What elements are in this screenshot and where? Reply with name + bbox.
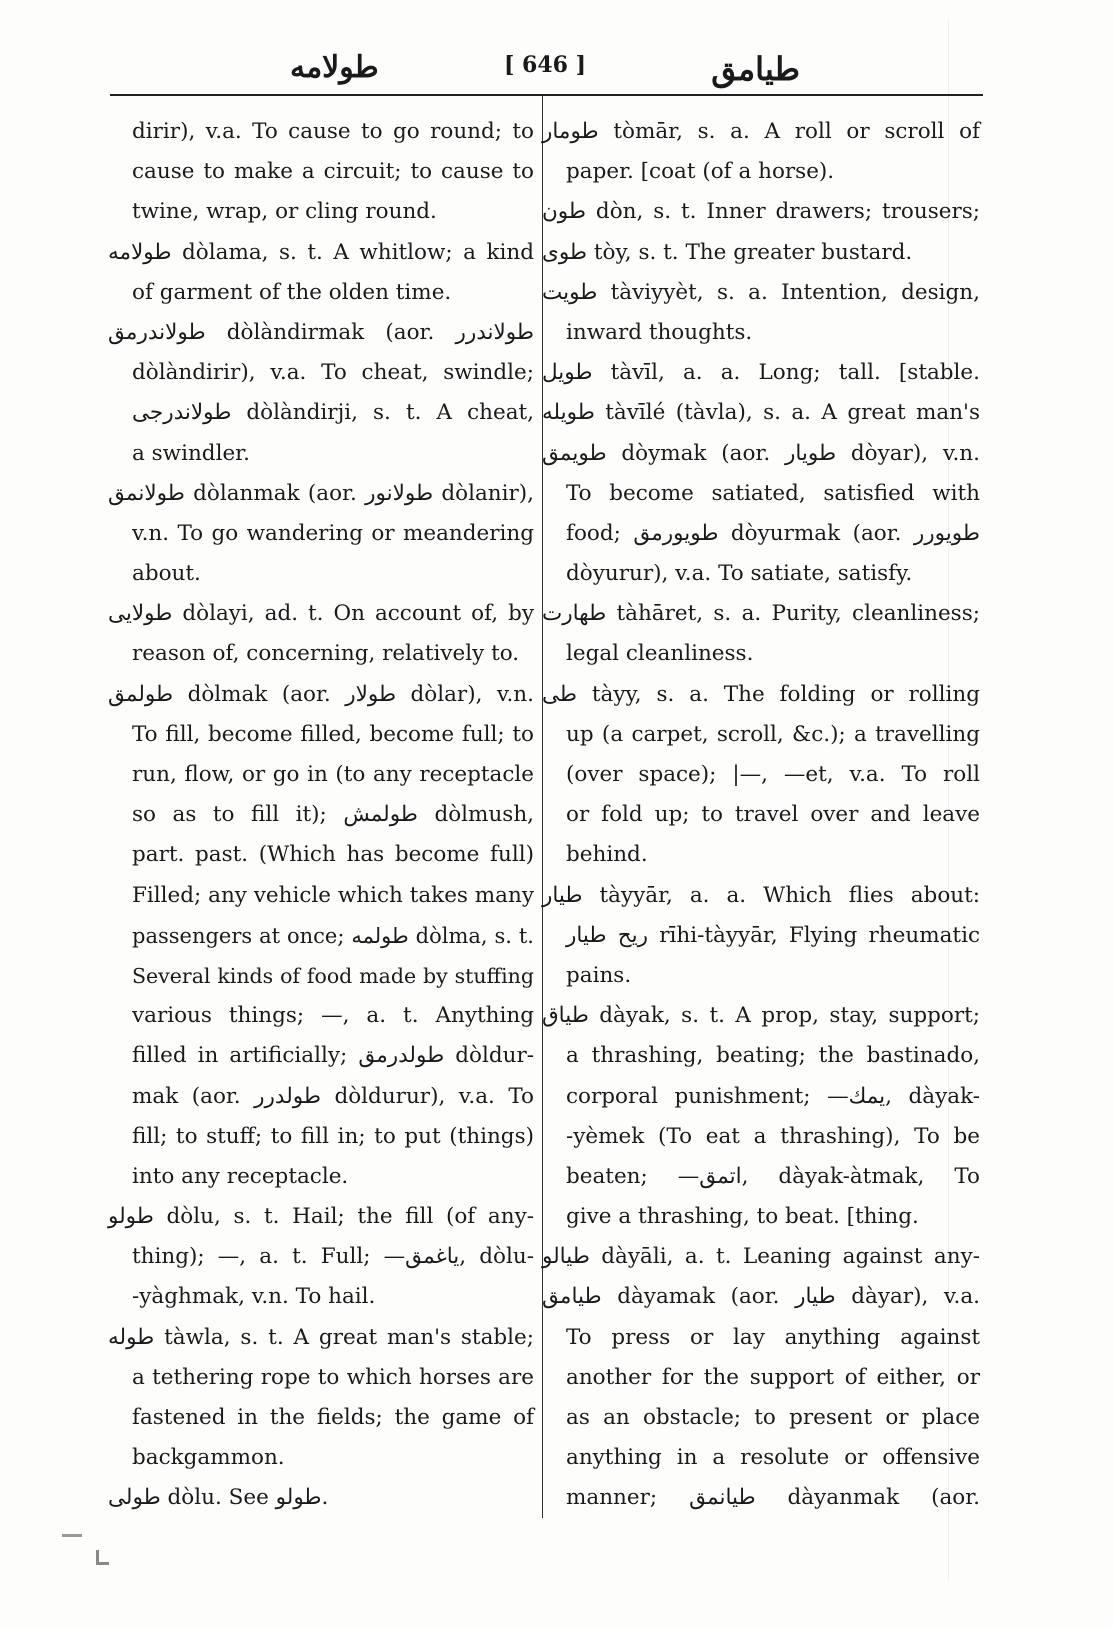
text-line bbox=[542, 594, 980, 634]
text-line bbox=[566, 1318, 980, 1358]
line-text: another for the support of either, or bbox=[566, 1364, 980, 1390]
text-line bbox=[566, 634, 980, 674]
line-text: as an obstacle; to present or place bbox=[566, 1405, 980, 1430]
line-text: filled in artificially; طولدرمق dòldur- bbox=[132, 1043, 534, 1069]
line-text: طوله tàwla, s. t. A great man's stable; bbox=[108, 1324, 534, 1350]
line-text: various things; —, a. t. Anything bbox=[132, 1003, 534, 1029]
line-text: v.n. To go wandering or meandering bbox=[132, 520, 534, 546]
line-text: طیامق dàyamak (aor. طیار dàyar), v.a. bbox=[542, 1284, 980, 1310]
line-text: طولامه dòlama, s. t. A whitlow; a kind bbox=[108, 239, 534, 265]
line-text: run, flow, or go in (to any receptacle bbox=[132, 762, 534, 787]
text-line bbox=[542, 233, 980, 273]
text-line bbox=[132, 996, 534, 1036]
text-line bbox=[132, 876, 534, 916]
text-line bbox=[132, 795, 534, 835]
text-line bbox=[132, 112, 534, 152]
line-text: paper. [coat (of a horse). bbox=[566, 159, 835, 185]
line-text: ریح طیار rīhi-tàyyār, Flying rheumatic bbox=[566, 922, 980, 948]
page-number: [ 646 ] bbox=[503, 52, 587, 78]
right-column bbox=[542, 112, 980, 1519]
line-text: طومار tòmār, s. a. A roll or scroll of bbox=[542, 119, 980, 144]
line-text: a swindler. bbox=[132, 440, 250, 466]
text-line bbox=[566, 474, 980, 514]
text-line bbox=[132, 1237, 534, 1277]
text-line bbox=[566, 313, 980, 353]
text-line bbox=[132, 1077, 534, 1117]
text-line bbox=[132, 755, 534, 795]
line-text: طولاندرجی dòlàndirji, s. t. A cheat, bbox=[132, 400, 534, 426]
line-text: beaten; —اتمق, dàyak-àtmak, To bbox=[566, 1163, 980, 1189]
line-text: dòlàndirir), v.a. To cheat, swindle; bbox=[132, 360, 534, 386]
line-text: طهارت tàhāret, s. a. Purity, cleanliness; bbox=[542, 601, 980, 627]
text-line bbox=[132, 1358, 534, 1398]
text-line bbox=[132, 956, 534, 996]
line-text: To become satiated, satisfied with bbox=[566, 480, 980, 506]
line-text: To fill, become filled, become full; to bbox=[132, 721, 534, 747]
line-text: طولایی dòlayi, ad. t. On account of, by bbox=[108, 601, 534, 627]
line-text: backgammon. bbox=[132, 1445, 285, 1471]
line-text: طیالو dàyāli, a. t. Leaning against any- bbox=[542, 1244, 980, 1270]
line-text: Filled; any vehicle which takes many bbox=[132, 882, 534, 908]
line-text: طوی tòy, s. t. The greater bustard. bbox=[542, 239, 913, 265]
line-text: of garment of the olden time. bbox=[132, 279, 452, 305]
header-left-catchword: طولامه bbox=[290, 50, 379, 85]
text-line bbox=[566, 152, 980, 192]
line-text: or fold up; to travel over and leave bbox=[566, 802, 980, 828]
text-line bbox=[566, 1358, 980, 1398]
text-line bbox=[132, 152, 534, 192]
line-text: dòyurur), v.a. To satiate, satisfy. bbox=[566, 561, 913, 587]
text-line bbox=[132, 192, 534, 232]
line-text: طولمق dòlmak (aor. طولار dòlar), v.n. bbox=[108, 681, 534, 707]
text-line bbox=[566, 835, 980, 875]
margin-mark bbox=[96, 1550, 109, 1565]
line-text: fastened in the fields; the game of bbox=[132, 1405, 534, 1430]
line-text: so as to fill it); طولمش dòlmush, bbox=[132, 802, 534, 828]
text-line bbox=[132, 1157, 534, 1197]
text-line bbox=[566, 1197, 980, 1237]
line-text: طویل tàvīl, a. a. Long; tall. [stable. bbox=[542, 360, 980, 386]
text-line bbox=[566, 1438, 980, 1478]
text-line bbox=[132, 1398, 534, 1438]
line-text: (over space); |—, —et, v.a. To roll bbox=[566, 762, 980, 787]
line-text: طویله tàvīlé (tàvla), s. a. A great man's bbox=[542, 400, 980, 426]
text-line bbox=[542, 112, 980, 152]
line-text: طولو dòlu, s. t. Hail; the fill (of any- bbox=[108, 1204, 534, 1230]
line-text: part. past. (Which has become full) bbox=[132, 842, 534, 868]
text-line bbox=[566, 1157, 980, 1197]
text-line bbox=[566, 1117, 980, 1157]
text-line bbox=[566, 1398, 980, 1438]
line-text: twine, wrap, or cling round. bbox=[132, 199, 437, 225]
line-text: -yèmek (To eat a thrashing), To be bbox=[566, 1123, 980, 1149]
line-text: طیاق dàyak, s. t. A prop, stay, support; bbox=[542, 1003, 980, 1029]
text-line bbox=[132, 916, 534, 956]
text-line bbox=[566, 755, 980, 795]
text-line bbox=[542, 353, 980, 393]
text-line bbox=[542, 393, 980, 433]
text-line bbox=[108, 233, 534, 273]
text-line bbox=[566, 1478, 980, 1518]
line-text: طویت tàviyyèt, s. a. Intention, design, bbox=[542, 279, 980, 305]
text-line bbox=[542, 1237, 980, 1277]
line-text: Several kinds of food made by stuffing bbox=[132, 963, 534, 988]
text-line bbox=[132, 434, 534, 474]
text-line bbox=[566, 1036, 980, 1076]
text-line bbox=[566, 956, 980, 996]
text-line bbox=[108, 594, 534, 634]
text-line bbox=[132, 1036, 534, 1076]
text-line bbox=[542, 1277, 980, 1317]
line-text: reason of, concerning, relatively to. bbox=[132, 641, 520, 667]
text-line bbox=[132, 273, 534, 313]
text-line bbox=[542, 192, 980, 232]
header-rule bbox=[110, 94, 983, 96]
text-line bbox=[108, 313, 534, 353]
text-line bbox=[132, 634, 534, 674]
page-header bbox=[110, 46, 980, 90]
text-line bbox=[108, 474, 534, 514]
line-text: give a thrashing, to beat. [thing. bbox=[566, 1204, 919, 1230]
line-text: -yàghmak, v.n. To hail. bbox=[132, 1284, 376, 1310]
line-text: legal cleanliness. bbox=[566, 641, 754, 667]
line-text: pains. bbox=[566, 962, 632, 988]
text-line bbox=[132, 353, 534, 393]
line-text: corporal punishment; —یمك, dàyak- bbox=[566, 1083, 980, 1109]
line-text: a thrashing, beating; the bastinado, bbox=[566, 1043, 980, 1069]
text-line bbox=[132, 393, 534, 433]
text-line bbox=[108, 1197, 534, 1237]
text-line bbox=[132, 1117, 534, 1157]
text-line bbox=[132, 554, 534, 594]
text-line bbox=[542, 996, 980, 1036]
text-line bbox=[566, 715, 980, 755]
line-text: طولانمق dòlanmak (aor. طولانور dòlanir), bbox=[108, 480, 534, 506]
line-text: طویمق dòymak (aor. طویار dòyar), v.n. bbox=[542, 440, 980, 466]
line-text: طیار tàyyār, a. a. Which flies about: bbox=[542, 882, 980, 908]
line-text: طی tàyy, s. a. The folding or rolling bbox=[542, 681, 980, 707]
line-text: To press or lay anything against bbox=[566, 1324, 980, 1350]
line-text: a tethering rope to which horses are bbox=[132, 1364, 534, 1390]
text-line bbox=[132, 1277, 534, 1317]
text-line bbox=[108, 1318, 534, 1358]
text-line bbox=[542, 434, 980, 474]
line-text: behind. bbox=[566, 842, 648, 868]
line-text: fill; to stuff; to fill in; to put (things) bbox=[132, 1123, 534, 1149]
text-line bbox=[542, 273, 980, 313]
line-text: طولاندرمق dòlàndirmak (aor. طولاندرر bbox=[108, 319, 534, 345]
line-text: طولی dòlu. See طولو. bbox=[108, 1485, 329, 1511]
line-text: thing); —, a. t. Full; —یاغمق, dòlu- bbox=[132, 1244, 534, 1270]
line-text: inward thoughts. bbox=[566, 319, 753, 345]
line-text: food; طویورمق dòyurmak (aor. طویورر bbox=[566, 520, 980, 546]
text-line bbox=[108, 1478, 534, 1518]
line-text: anything in a resolute or offensive bbox=[566, 1445, 980, 1471]
text-line bbox=[108, 675, 534, 715]
text-line bbox=[132, 1438, 534, 1478]
line-text: into any receptacle. bbox=[132, 1163, 349, 1189]
text-line bbox=[566, 1077, 980, 1117]
line-text: manner; طیانمق dàyanmak (aor. bbox=[566, 1485, 980, 1511]
left-column bbox=[108, 112, 534, 1519]
line-text: mak (aor. طولدرر dòldurur), v.a. To bbox=[132, 1083, 534, 1109]
text-line bbox=[132, 715, 534, 755]
text-line bbox=[542, 876, 980, 916]
text-line bbox=[566, 795, 980, 835]
text-line bbox=[566, 554, 980, 594]
text-line bbox=[132, 514, 534, 554]
header-right-catchword: طیامق bbox=[711, 50, 800, 88]
line-text: cause to make a circuit; to cause to bbox=[132, 159, 534, 185]
text-line bbox=[542, 675, 980, 715]
line-text: about. bbox=[132, 561, 201, 587]
text-line bbox=[566, 514, 980, 554]
text-line bbox=[132, 835, 534, 875]
line-text: طون dòn, s. t. Inner drawers; trousers; bbox=[542, 199, 980, 225]
line-text: up (a carpet, scroll, &c.); a travelling bbox=[566, 721, 980, 747]
line-text: passengers at once; طولمه dòlma, s. t. bbox=[132, 923, 534, 948]
line-text: dirir), v.a. To cause to go round; to bbox=[132, 119, 534, 144]
margin-mark bbox=[62, 1534, 82, 1537]
text-line bbox=[566, 916, 980, 956]
